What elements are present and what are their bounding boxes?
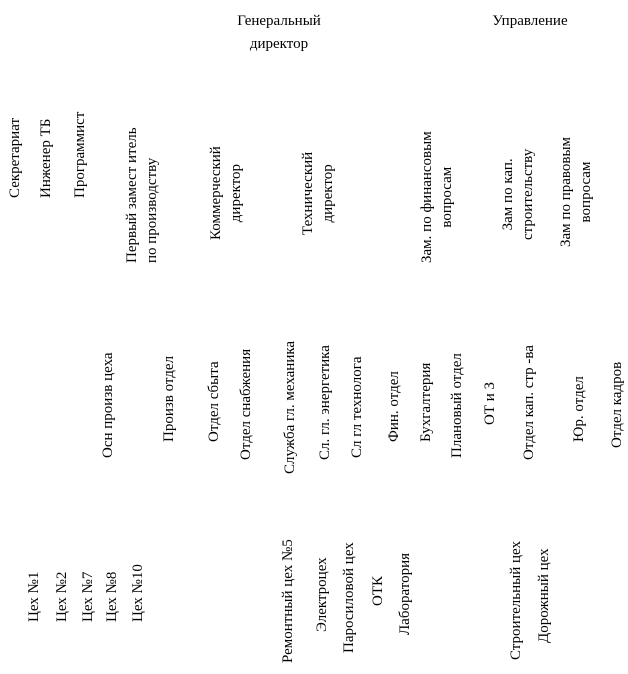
finance-deputy-line1: Зам. по финансовым — [419, 131, 435, 263]
finance-deputy-line2: вопросам — [439, 166, 455, 228]
legal-deputy-label — [556, 137, 596, 247]
general-director-line2: директор — [249, 36, 309, 52]
steam-power-shop-label: Паросиловой цех — [341, 542, 357, 653]
construction-shop-label: Строительный цех — [508, 541, 524, 660]
repair-shop-5-label: Ремонтный цех №5 — [280, 539, 296, 663]
hr-dept-label: Отдел кадров — [609, 361, 625, 448]
legal-deputy-line1: Зам по правовым — [558, 136, 574, 247]
shop-2-label: Цех №2 — [54, 571, 70, 622]
main-shops-label: Осн произв цеха — [100, 352, 116, 458]
engineer-tb-label: Инженер ТБ — [38, 118, 54, 198]
technical-director-line2: директор — [320, 164, 336, 223]
labor-safety-label: ОТ и З — [482, 381, 498, 425]
commercial-director-line1: Коммерческий — [208, 146, 224, 240]
shop-10-label: Цех №10 — [130, 564, 146, 622]
chief-technologist-label: Сл гл технолога — [349, 356, 365, 458]
technical-director-line1: Технический — [300, 151, 316, 235]
accounting-label: Бухгалтерия — [418, 362, 434, 442]
technical-director-label — [298, 152, 338, 235]
chief-mechanic-label: Служба гл. механика — [282, 340, 298, 474]
shop-8-label: Цех №8 — [104, 571, 120, 622]
cap-construction-deputy-line2: строительству — [520, 148, 536, 240]
general-director-label — [224, 11, 334, 54]
laboratory-label: Лаборатория — [397, 552, 413, 635]
finance-deputy-label — [417, 131, 457, 263]
otk-label: ОТК — [370, 576, 386, 606]
commercial-director-label — [206, 146, 246, 240]
legal-deputy-line2: вопросам — [578, 161, 594, 223]
chief-power-engineer-label: Сл. гл. энергетика — [317, 345, 333, 460]
first-deputy-label — [122, 127, 162, 263]
general-director-line1: Генеральный — [237, 13, 321, 29]
management-label: Управление — [492, 13, 568, 29]
production-dept-label: Произв отдел — [161, 355, 177, 442]
secretariat-label: Секретариат — [7, 117, 23, 198]
shop-7-label: Цех №7 — [80, 571, 96, 622]
finance-dept-label: Фин. отдел — [386, 371, 402, 442]
sales-dept-label: Отдел сбыта — [206, 361, 222, 442]
planning-dept-label: Плановый отдел — [449, 353, 465, 458]
first-deputy-line1: Первый замест итель — [124, 127, 140, 263]
electro-shop-label: Электроцех — [314, 557, 330, 632]
legal-dept-label: Юр. отдел — [571, 376, 587, 442]
programmer-label: Программист — [72, 111, 88, 198]
commercial-director-line2: директор — [228, 163, 244, 223]
first-deputy-line2: по производству — [144, 157, 160, 263]
supply-dept-label: Отдел снабжения — [238, 348, 254, 460]
cap-construction-deputy-line1: Зам по кап. — [500, 158, 516, 231]
cap-construction-deputy-label — [498, 149, 538, 240]
cap-construction-dept-label: Отдел кап. стр -ва — [521, 345, 537, 460]
road-shop-label: Дорожный цех — [536, 548, 552, 643]
shop-1-label: Цех №1 — [26, 571, 42, 622]
